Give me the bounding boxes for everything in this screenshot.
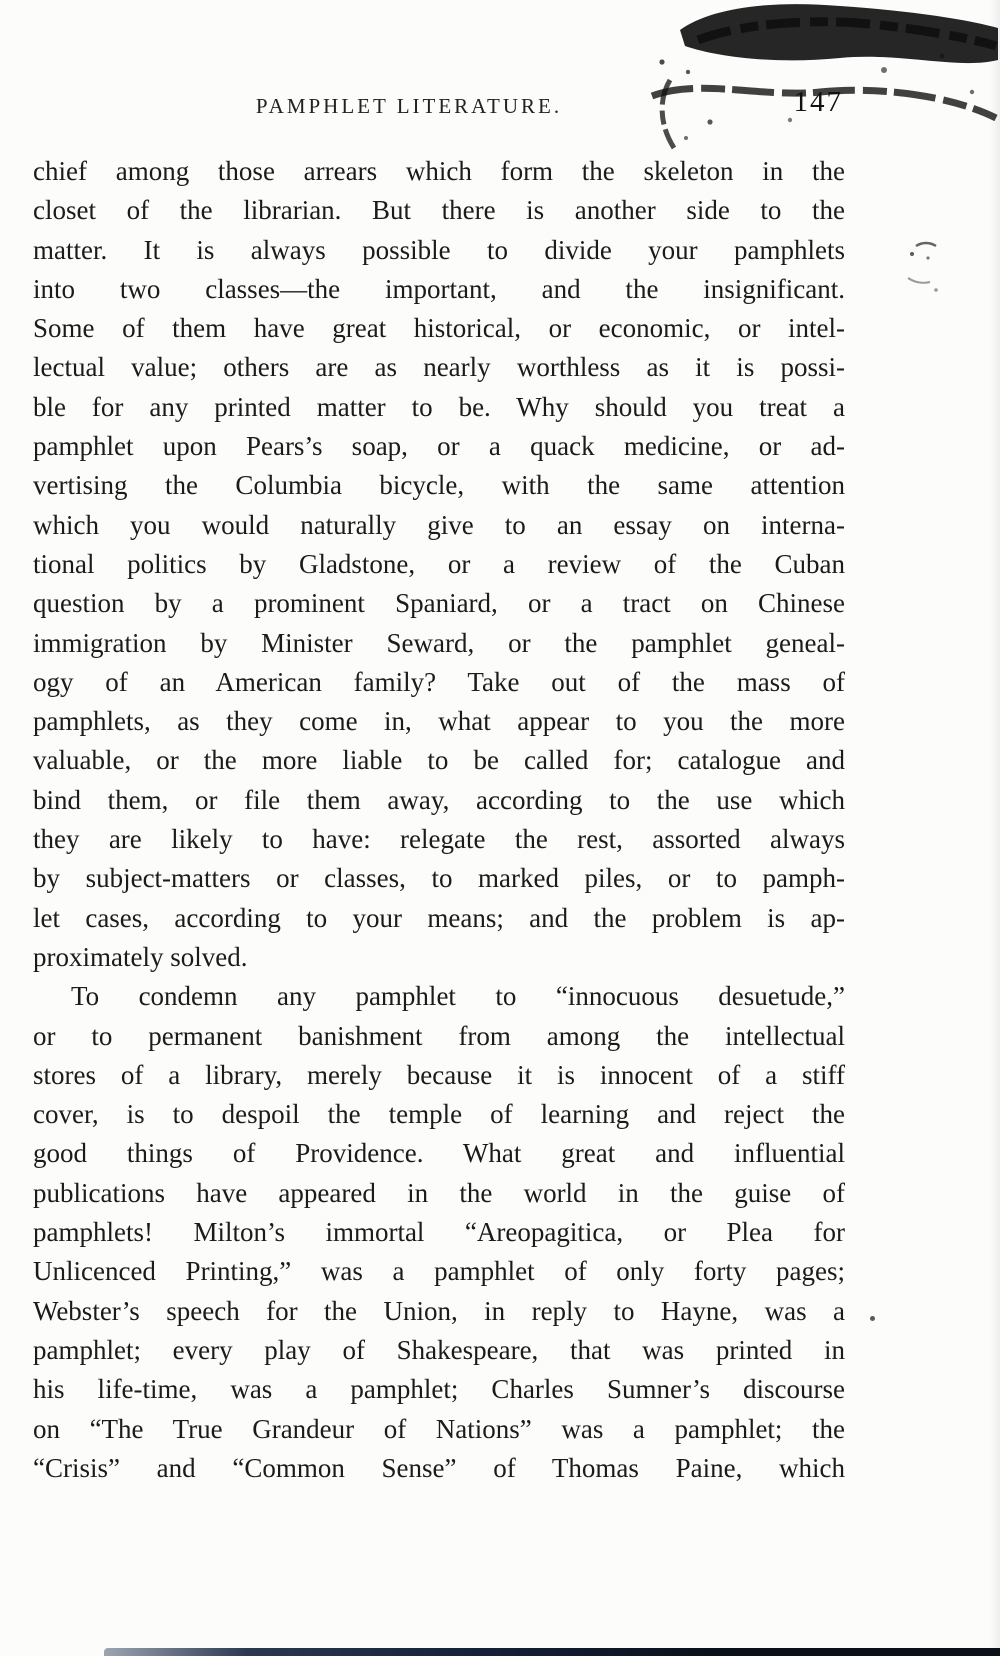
- text-line: on “The True Grandeur of Nations” was a pamphlet; the: [33, 1413, 845, 1444]
- text-line: they are likely to have: relegate the rest, assorted always: [33, 824, 845, 855]
- text-line: question by a prominent Spaniard, or a tract on Chinese: [33, 588, 845, 619]
- ink-dot: [870, 1316, 875, 1321]
- text-line: matter. It is always possible to divide your pamphlets: [33, 234, 845, 265]
- page-text: [33, 152, 845, 1488]
- scan-right-edge: [990, 0, 1000, 1656]
- text-line: or to permanent banishment from among the intellectual: [33, 1020, 845, 1051]
- paragraph: [33, 977, 845, 1488]
- text-line: pamphlet upon Pears’s soap, or a quack medicine, or ad-: [33, 431, 845, 462]
- text-line: let cases, according to your means; and the problem is ap-: [33, 902, 845, 933]
- text-line: lectual value; others are as nearly worthless as it is possi-: [33, 352, 845, 383]
- text-line: closet of the librarian. But there is another side to the: [33, 195, 845, 226]
- text-line: Some of them have great historical, or economic, or intel-: [33, 313, 845, 344]
- text-line: To condemn any pamphlet to “innocuous desuetude,”: [71, 981, 845, 1012]
- text-line: pamphlets, as they come in, what appear to you the more: [33, 706, 845, 737]
- text-line: ogy of an American family? Take out of the mass of: [33, 666, 845, 697]
- text-line: good things of Providence. What great and influential: [33, 1138, 845, 1169]
- page-header: [33, 86, 845, 134]
- text-line: vertising the Columbia bicycle, with the same attention: [33, 470, 845, 501]
- text-line: into two classes—the important, and the insignificant.: [33, 273, 845, 304]
- text-line: “Crisis” and “Common Sense” of Thomas Paine, which: [33, 1452, 845, 1483]
- text-line: valuable, or the more liable to be called for; catalogue and: [33, 745, 845, 776]
- ink-stamp: [640, 0, 1000, 160]
- text-line: Webster’s speech for the Union, in reply to Hayne, was a: [33, 1295, 845, 1326]
- text-line: publications have appeared in the world in the guise of: [33, 1177, 845, 1208]
- page-number: 147: [793, 86, 843, 118]
- text-line: proximately solved.: [33, 941, 248, 972]
- text-line: stores of a library, merely because it is innocent of a stiff: [33, 1059, 845, 1090]
- text-line: chief among those arrears which form the skeleton in the: [33, 156, 845, 186]
- scan-bottom-edge: [104, 1648, 1000, 1656]
- text-line: pamphlet; every play of Shakespeare, that was printed in: [33, 1334, 845, 1365]
- text-line: Unlicenced Printing,” was a pamphlet of only forty pages;: [33, 1256, 845, 1287]
- text-line: by subject-matters or classes, to marked piles, or to pamph-: [33, 863, 845, 894]
- text-line: bind them, or file them away, according to the use which: [33, 784, 845, 815]
- margin-ink-marks: [888, 238, 958, 308]
- text-line: cover, is to despoil the temple of learning and reject the: [33, 1099, 845, 1130]
- text-line: pamphlets! Milton’s immortal “Areopagitica, or Plea for: [33, 1217, 845, 1248]
- text-line: immigration by Minister Seward, or the pamphlet geneal-: [33, 627, 845, 658]
- text-line: his life-time, was a pamphlet; Charles Sumner’s discourse: [33, 1374, 845, 1405]
- text-line: ble for any printed matter to be. Why should you treat a: [33, 391, 845, 422]
- text-line: tional politics by Gladstone, or a review of the Cuban: [33, 548, 845, 579]
- running-title: PAMPHLET LITERATURE.: [255, 94, 563, 118]
- paragraph: [33, 152, 845, 977]
- text-line: which you would naturally give to an essay on interna-: [33, 509, 845, 540]
